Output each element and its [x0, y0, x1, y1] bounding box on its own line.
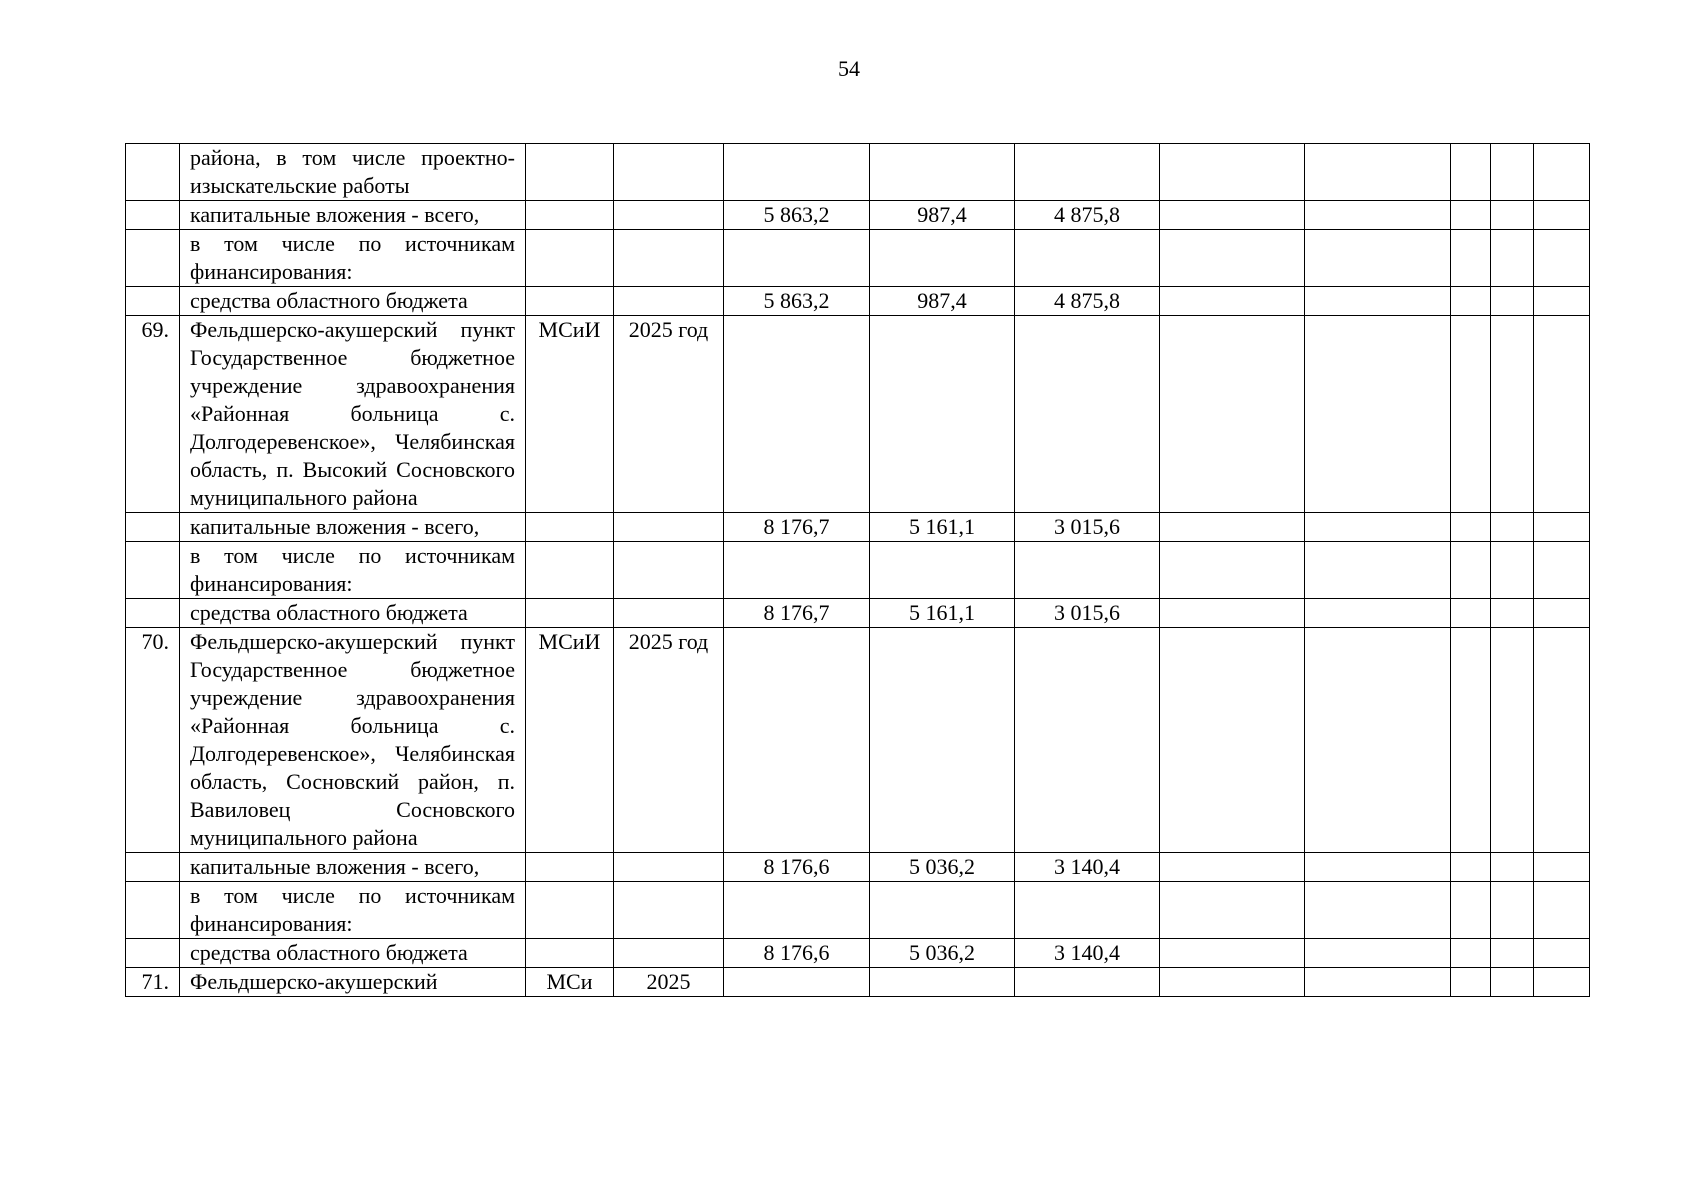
- empty-cell: [1451, 939, 1491, 968]
- row-total: [724, 230, 870, 287]
- row-description: района, в том числе проектно-изыскательские работы: [180, 144, 526, 201]
- empty-cell: [1534, 968, 1590, 997]
- empty-cell: [1160, 201, 1305, 230]
- row-value-3: 3 015,6: [1015, 599, 1160, 628]
- row-description: Фельдшерско-акушерский пункт Государственное бюджетное учреждение здравоохранения «Районная больница с. Долгодеревенское», Челябинская область, Сосновский район, п. Вавиловец Сосновского муниципального района: [180, 628, 526, 853]
- empty-cell: [1451, 882, 1491, 939]
- empty-cell: [1305, 230, 1451, 287]
- table-row: [126, 144, 1590, 201]
- row-description: в том числе по источникам финансирования:: [180, 882, 526, 939]
- empty-cell: [1305, 882, 1451, 939]
- budget-table: [125, 143, 1590, 997]
- row-year: [614, 230, 724, 287]
- row-number: [126, 939, 180, 968]
- empty-cell: [1534, 599, 1590, 628]
- row-executor: [526, 853, 614, 882]
- empty-cell: [1160, 599, 1305, 628]
- row-executor: МСи: [526, 968, 614, 997]
- row-executor: МСиИ: [526, 316, 614, 513]
- table-row: [126, 513, 1590, 542]
- row-value-2: 5 036,2: [870, 853, 1015, 882]
- empty-cell: [1305, 316, 1451, 513]
- row-description: средства областного бюджета: [180, 599, 526, 628]
- row-executor: [526, 939, 614, 968]
- empty-cell: [1305, 968, 1451, 997]
- row-year: [614, 513, 724, 542]
- row-value-3: 3 140,4: [1015, 939, 1160, 968]
- row-value-3: 3 140,4: [1015, 853, 1160, 882]
- table-row: [126, 599, 1590, 628]
- row-description: средства областного бюджета: [180, 287, 526, 316]
- empty-cell: [1160, 882, 1305, 939]
- row-executor: [526, 542, 614, 599]
- row-total: [724, 882, 870, 939]
- row-year: [614, 542, 724, 599]
- empty-cell: [1534, 201, 1590, 230]
- empty-cell: [1491, 316, 1534, 513]
- row-value-3: [1015, 316, 1160, 513]
- row-executor: [526, 201, 614, 230]
- row-value-2: [870, 882, 1015, 939]
- empty-cell: [1491, 201, 1534, 230]
- row-total: 5 863,2: [724, 201, 870, 230]
- empty-cell: [1160, 513, 1305, 542]
- row-executor: [526, 599, 614, 628]
- row-executor: МСиИ: [526, 628, 614, 853]
- empty-cell: [1160, 628, 1305, 853]
- empty-cell: [1451, 201, 1491, 230]
- empty-cell: [1534, 287, 1590, 316]
- row-value-3: [1015, 230, 1160, 287]
- empty-cell: [1305, 287, 1451, 316]
- row-value-2: 987,4: [870, 287, 1015, 316]
- row-value-2: [870, 542, 1015, 599]
- row-number: [126, 542, 180, 599]
- empty-cell: [1451, 144, 1491, 201]
- row-value-2: [870, 628, 1015, 853]
- row-description: капитальные вложения - всего,: [180, 853, 526, 882]
- empty-cell: [1160, 230, 1305, 287]
- row-year: [614, 882, 724, 939]
- table-row: [126, 939, 1590, 968]
- empty-cell: [1451, 287, 1491, 316]
- row-total: [724, 628, 870, 853]
- row-year: [614, 599, 724, 628]
- table-row: [126, 542, 1590, 599]
- empty-cell: [1451, 513, 1491, 542]
- row-value-2: 5 161,1: [870, 513, 1015, 542]
- empty-cell: [1534, 628, 1590, 853]
- row-total: 8 176,7: [724, 599, 870, 628]
- empty-cell: [1160, 316, 1305, 513]
- row-value-2: [870, 316, 1015, 513]
- empty-cell: [1534, 542, 1590, 599]
- row-value-3: [1015, 968, 1160, 997]
- row-value-3: [1015, 882, 1160, 939]
- empty-cell: [1534, 513, 1590, 542]
- empty-cell: [1451, 853, 1491, 882]
- row-year: 2025 год: [614, 628, 724, 853]
- row-total: [724, 144, 870, 201]
- row-value-3: 4 875,8: [1015, 201, 1160, 230]
- empty-cell: [1160, 853, 1305, 882]
- table-row: [126, 853, 1590, 882]
- row-number: [126, 201, 180, 230]
- table-body: [126, 144, 1590, 997]
- empty-cell: [1160, 939, 1305, 968]
- empty-cell: [1491, 968, 1534, 997]
- row-total: [724, 316, 870, 513]
- empty-cell: [1491, 853, 1534, 882]
- empty-cell: [1305, 628, 1451, 853]
- row-description: Фельдшерско-акушерский: [180, 968, 526, 997]
- row-executor: [526, 287, 614, 316]
- empty-cell: [1305, 542, 1451, 599]
- row-value-2: 987,4: [870, 201, 1015, 230]
- empty-cell: [1305, 144, 1451, 201]
- row-executor: [526, 230, 614, 287]
- row-number: [126, 287, 180, 316]
- empty-cell: [1534, 882, 1590, 939]
- row-value-3: [1015, 628, 1160, 853]
- empty-cell: [1491, 542, 1534, 599]
- empty-cell: [1491, 939, 1534, 968]
- row-year: [614, 144, 724, 201]
- page-number: 54: [838, 56, 860, 81]
- row-description: в том числе по источникам финансирования:: [180, 230, 526, 287]
- row-description: средства областного бюджета: [180, 939, 526, 968]
- empty-cell: [1305, 599, 1451, 628]
- empty-cell: [1160, 968, 1305, 997]
- empty-cell: [1491, 882, 1534, 939]
- row-total: 8 176,7: [724, 513, 870, 542]
- empty-cell: [1451, 230, 1491, 287]
- row-executor: [526, 144, 614, 201]
- table-row: [126, 968, 1590, 997]
- empty-cell: [1451, 542, 1491, 599]
- empty-cell: [1491, 287, 1534, 316]
- row-number: [126, 144, 180, 201]
- empty-cell: [1451, 628, 1491, 853]
- table-row: [126, 316, 1590, 513]
- row-value-3: 3 015,6: [1015, 513, 1160, 542]
- row-description: капитальные вложения - всего,: [180, 513, 526, 542]
- row-number: 70.: [126, 628, 180, 853]
- empty-cell: [1305, 513, 1451, 542]
- row-year: 2025: [614, 968, 724, 997]
- row-number: [126, 230, 180, 287]
- row-year: [614, 939, 724, 968]
- row-value-2: 5 036,2: [870, 939, 1015, 968]
- row-number: [126, 882, 180, 939]
- empty-cell: [1534, 939, 1590, 968]
- row-number: 71.: [126, 968, 180, 997]
- empty-cell: [1160, 287, 1305, 316]
- row-value-3: 4 875,8: [1015, 287, 1160, 316]
- row-total: 8 176,6: [724, 853, 870, 882]
- row-number: [126, 599, 180, 628]
- row-year: 2025 год: [614, 316, 724, 513]
- table-row: [126, 287, 1590, 316]
- table-row: [126, 230, 1590, 287]
- row-value-3: [1015, 144, 1160, 201]
- empty-cell: [1534, 853, 1590, 882]
- row-number: [126, 513, 180, 542]
- row-year: [614, 287, 724, 316]
- row-description: Фельдшерско-акушерский пункт Государственное бюджетное учреждение здравоохранения «Районная больница с. Долгодеревенское», Челябинская область, п. Высокий Сосновского муниципального района: [180, 316, 526, 513]
- row-executor: [526, 882, 614, 939]
- row-description: капитальные вложения - всего,: [180, 201, 526, 230]
- empty-cell: [1451, 316, 1491, 513]
- row-total: 5 863,2: [724, 287, 870, 316]
- empty-cell: [1534, 230, 1590, 287]
- empty-cell: [1305, 939, 1451, 968]
- row-total: [724, 968, 870, 997]
- empty-cell: [1491, 230, 1534, 287]
- empty-cell: [1534, 316, 1590, 513]
- row-executor: [526, 513, 614, 542]
- row-number: 69.: [126, 316, 180, 513]
- row-value-2: [870, 230, 1015, 287]
- empty-cell: [1534, 144, 1590, 201]
- empty-cell: [1491, 599, 1534, 628]
- row-number: [126, 853, 180, 882]
- empty-cell: [1491, 144, 1534, 201]
- empty-cell: [1491, 513, 1534, 542]
- row-value-3: [1015, 542, 1160, 599]
- row-value-2: [870, 968, 1015, 997]
- empty-cell: [1451, 599, 1491, 628]
- empty-cell: [1491, 628, 1534, 853]
- empty-cell: [1305, 201, 1451, 230]
- row-year: [614, 853, 724, 882]
- row-description: в том числе по источникам финансирования:: [180, 542, 526, 599]
- empty-cell: [1160, 144, 1305, 201]
- row-total: 8 176,6: [724, 939, 870, 968]
- empty-cell: [1160, 542, 1305, 599]
- table-row: [126, 628, 1590, 853]
- row-year: [614, 201, 724, 230]
- row-value-2: 5 161,1: [870, 599, 1015, 628]
- row-value-2: [870, 144, 1015, 201]
- row-total: [724, 542, 870, 599]
- empty-cell: [1451, 968, 1491, 997]
- empty-cell: [1305, 853, 1451, 882]
- table-row: [126, 882, 1590, 939]
- table-row: [126, 201, 1590, 230]
